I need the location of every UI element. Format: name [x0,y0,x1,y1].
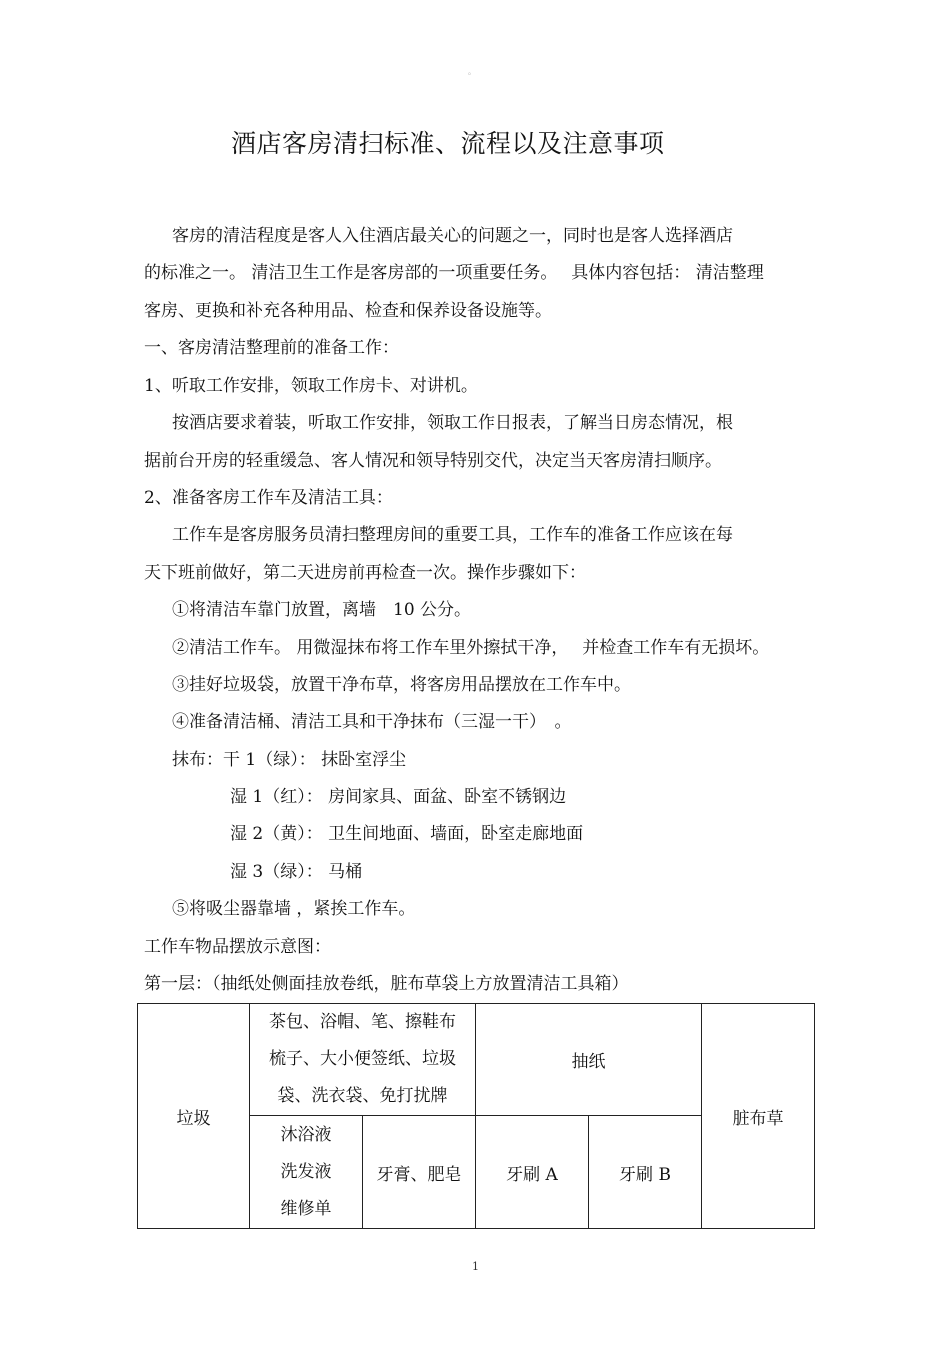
subsection-heading: 1、听取工作安排，领取工作房卡、对讲机。 [144,376,478,396]
paragraph-line: 工作车物品摆放示意图： [144,937,331,957]
cloth-item: 湿 3（绿）： 马桶 [230,862,363,882]
step-item: ①将清洁车靠门放置，离墙 10 公分。 [172,600,472,620]
table-cell-toothpaste: 牙膏、肥皂 [363,1116,476,1229]
toiletry-line: 洗发液 [280,1161,332,1182]
paragraph-line: 的标准之一。 清洁卫生工作是客房部的一项重要任务。 具体内容包括： 清洁整理 [144,263,764,283]
table-cell-toothbrush-a: 牙刷 A [476,1116,589,1229]
step-item: ②清洁工作车。 用微湿抹布将工作车里外擦拭干净， 并检查工作车有无损坏。 [172,638,770,658]
cloth-item: 湿 1（红）： 房间家具、面盆、卧室不锈钢边 [230,787,567,807]
table-cell-toothbrush-b: 牙刷 B [589,1116,702,1229]
table-cell-toiletries [250,1116,363,1229]
paragraph-line: 第一层：（抽纸处侧面挂放卷纸，脏布草袋上方放置清洁工具箱） [144,974,629,994]
amenity-line: 袋、洗衣袋、免打扰牌 [277,1086,448,1106]
paragraph-line: 天下班前做好，第二天进房前再检查一次。操作步骤如下： [144,563,586,583]
step-item: ④准备清洁桶、清洁工具和干净抹布（三湿一干） 。 [172,712,572,732]
table-cell-tissue: 抽纸 [476,1004,702,1116]
page-number: 1 [472,1260,479,1273]
cart-layout-table [137,1003,815,1229]
toiletry-line: 沐浴液 [280,1124,332,1145]
table-cell-amenities [250,1004,476,1116]
amenity-line: 梳子、大小便签纸、垃圾 [269,1049,456,1069]
paragraph-line: 工作车是客房服务员清扫整理房间的重要工具，工作车的准备工作应该在每 [172,525,733,545]
header-dot: 。 [468,67,476,76]
toiletry-line: 维修单 [280,1198,332,1219]
cloth-item: 湿 2（黄）： 卫生间地面、墙面，卧室走廊地面 [230,824,584,844]
cloth-item: 抹布：干 1（绿）： 抹卧室浮尘 [172,750,407,770]
section-heading: 一、客房清洁整理前的准备工作： [144,338,399,358]
paragraph-line: 客房、更换和补充各种用品、检查和保养设备设施等。 [144,301,552,321]
amenity-line: 茶包、浴帽、笔、擦鞋布 [269,1012,456,1032]
paragraph-line: 客房的清洁程度是客人入住酒店最关心的问题之一，同时也是客人选择酒店 [172,226,733,246]
paragraph-line: 按酒店要求着装，听取工作安排，领取工作日报表，了解当日房态情况，根 [172,413,733,433]
table-cell-dirty-linen: 脏布草 [702,1004,815,1229]
paragraph-line: 据前台开房的轻重缓急、客人情况和领导特别交代，决定当天客房清扫顺序。 [144,451,722,471]
step-item: ③挂好垃圾袋，放置干净布草，将客房用品摆放在工作车中。 [172,675,631,695]
subsection-heading: 2、准备客房工作车及清洁工具： [144,488,393,508]
document-title: 酒店客房清扫标准、流程以及注意事项 [231,129,665,158]
step-item: ⑤将吸尘器靠墙 ，紧挨工作车。 [172,899,416,919]
table-cell-trash: 垃圾 [138,1004,250,1229]
